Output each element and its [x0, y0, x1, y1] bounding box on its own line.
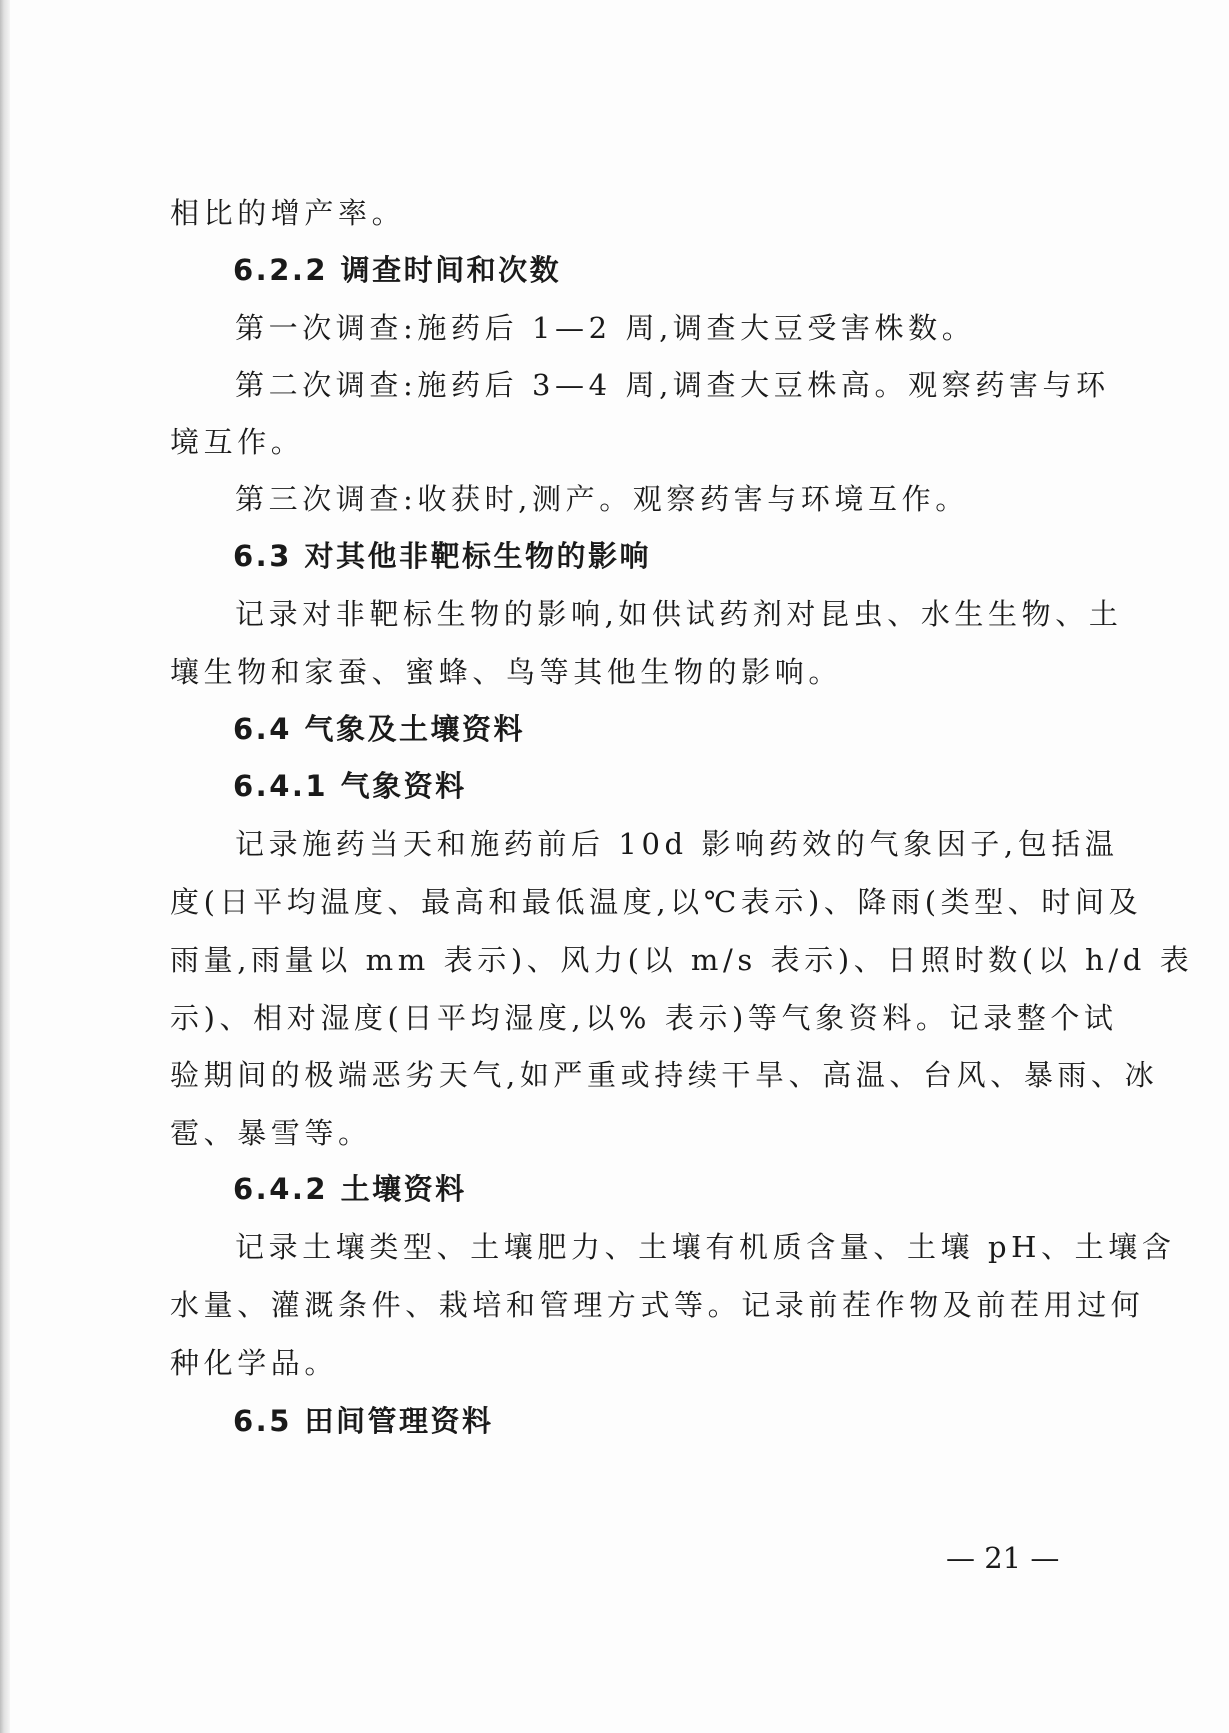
paragraph-line: 示)、相对湿度(日平均湿度,以% 表示)等气象资料。记录整个试: [170, 1001, 1118, 1035]
paragraph-line: 相比的增产率。: [170, 196, 406, 230]
paragraph-line: 第一次调查:施药后 1—2 周,调查大豆受害株数。: [235, 311, 976, 345]
paragraph-line: 记录土壤类型、土壤肥力、土壤有机质含量、土壤 pH、土壤含: [235, 1230, 1176, 1264]
section-heading-6-4-1: 6.4.1 气象资料: [233, 769, 467, 803]
paragraph-line: 种化学品。: [170, 1346, 339, 1380]
section-heading-6-4: 6.4 气象及土壤资料: [233, 712, 525, 746]
paragraph-line: 壤生物和家蚕、蜜蜂、鸟等其他生物的影响。: [170, 655, 843, 689]
section-heading-6-2-2: 6.2.2 调查时间和次数: [233, 253, 562, 287]
paragraph-line: 第二次调查:施药后 3—4 周,调查大豆株高。观察药害与环: [235, 368, 1110, 402]
paragraph-line: 验期间的极端恶劣天气,如严重或持续干旱、高温、台风、暴雨、冰: [170, 1058, 1159, 1092]
scan-edge-shadow: [0, 0, 10, 1733]
paragraph-line: 记录对非靶标生物的影响,如供试药剂对昆虫、水生生物、土: [235, 597, 1123, 631]
paragraph-line: 度(日平均温度、最高和最低温度,以℃表示)、降雨(类型、时间及: [170, 885, 1143, 919]
page-number: — 21 —: [946, 1541, 1060, 1575]
paragraph-line: 记录施药当天和施药前后 10d 影响药效的气象因子,包括温: [235, 827, 1119, 861]
section-heading-6-4-2: 6.4.2 土壤资料: [233, 1172, 467, 1206]
paragraph-line: 雨量,雨量以 mm 表示)、风力(以 m/s 表示)、日照时数(以 h/d 表: [170, 943, 1194, 977]
paragraph-line: 雹、暴雪等。: [170, 1116, 372, 1150]
paragraph-line: 水量、灌溉条件、栽培和管理方式等。记录前茬作物及前茬用过何: [170, 1288, 1145, 1322]
paragraph-line: 第三次调查:收获时,测产。观察药害与环境互作。: [235, 482, 969, 516]
paragraph-line: 境互作。: [170, 425, 305, 459]
section-heading-6-3: 6.3 对其他非靶标生物的影响: [233, 539, 651, 573]
section-heading-6-5: 6.5 田间管理资料: [233, 1404, 494, 1438]
